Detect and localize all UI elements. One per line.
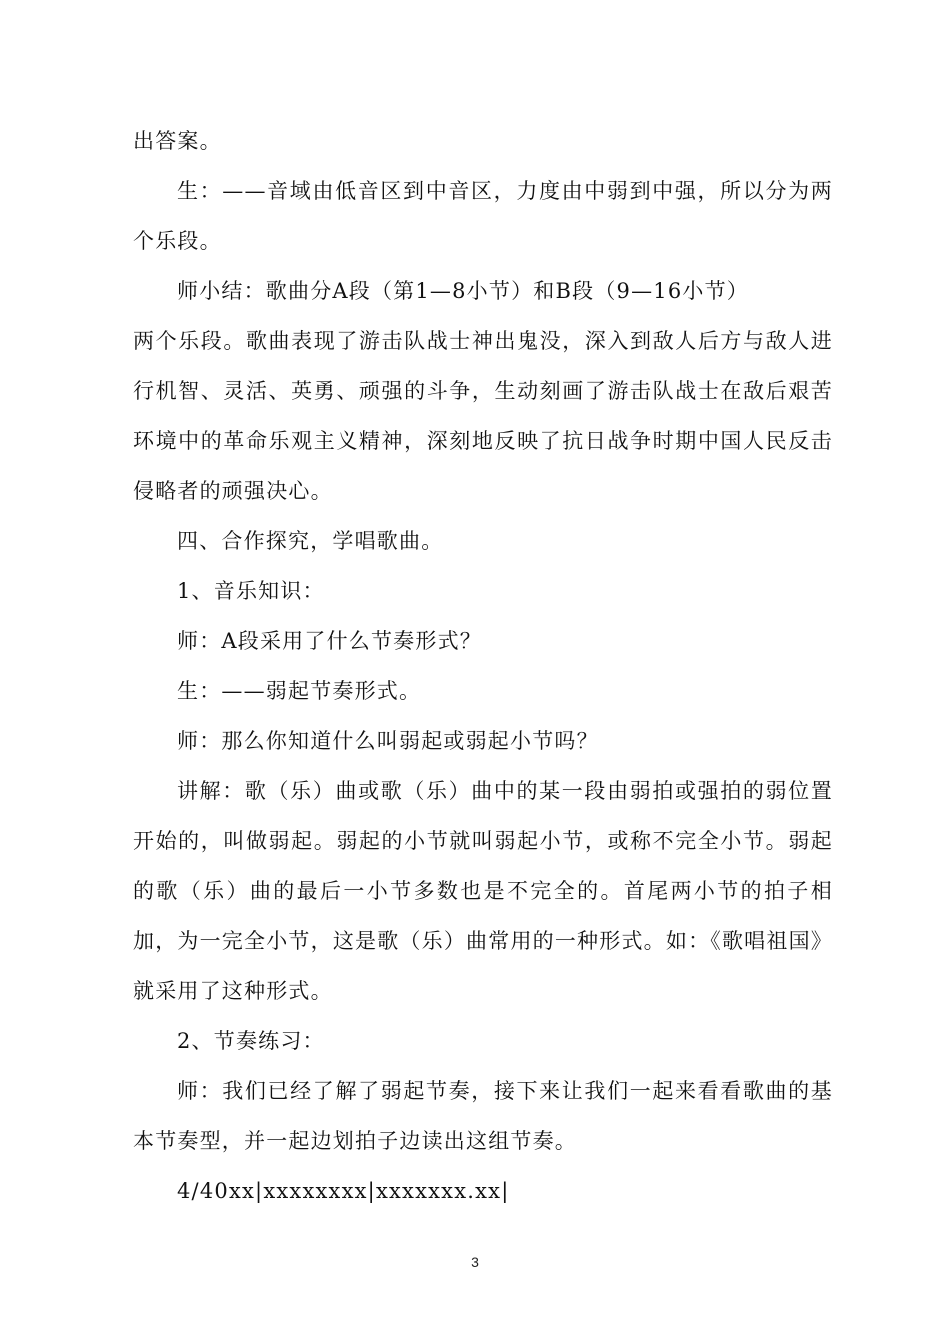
paragraph-explanation: 讲解：歌（乐）曲或歌（乐）曲中的某一段由弱拍或强拍的弱位置开始的，叫做弱起。弱起的小节就叫弱起小节，或称不完全小节。弱起的歌（乐）曲的最后一小节多数也是不完全的。首尾两小节的拍子相加，为一完全小节，这是歌（乐）曲常用的一种形式。如：《歌唱祖国》就采用了这种形式。	[133, 779, 833, 1003]
page-number: 3	[471, 1254, 479, 1270]
paragraph-teacher-summary: 师小结：歌曲分A段（第1—8小节）和B段（9—16小节）	[177, 279, 749, 303]
paragraph-teacher-question-rhythm: 师：A段采用了什么节奏形式？	[177, 629, 482, 653]
paragraph-song-description: 两个乐段。歌曲表现了游击队战士神出鬼没，深入到敌人后方与敌人进行机智、灵活、英勇、顽强的斗争，生动刻画了游击队战士在敌后艰苦环境中的革命乐观主义精神，深刻地反映了抗日战争时期中国人民反击侵略者的顽强决心。	[133, 329, 833, 503]
heading-section-four: 四、合作探究，学唱歌曲。	[177, 529, 444, 553]
paragraph-student-answer-sections: 生：——音域由低音区到中音区，力度由中弱到中强，所以分为两个乐段。	[133, 179, 833, 253]
paragraph-teacher-rhythm-intro: 师：我们已经了解了弱起节奏，接下来让我们一起来看看歌曲的基本节奏型，并一起边划拍子边读出这组节奏。	[133, 1079, 833, 1153]
rhythm-notation: 4/40xx|xxxxxxxx|xxxxxxx.xx|	[177, 1179, 510, 1203]
body-text	[133, 116, 833, 1216]
paragraph-answer-end: 出答案。	[133, 129, 222, 153]
paragraph-student-answer-rhythm: 生：——弱起节奏形式。	[177, 679, 422, 703]
paragraph-teacher-question-weak-start: 师：那么你知道什么叫弱起或弱起小节吗？	[177, 729, 599, 753]
heading-music-knowledge: 1、音乐知识：	[177, 579, 325, 603]
heading-rhythm-practice: 2、节奏练习：	[177, 1029, 325, 1053]
